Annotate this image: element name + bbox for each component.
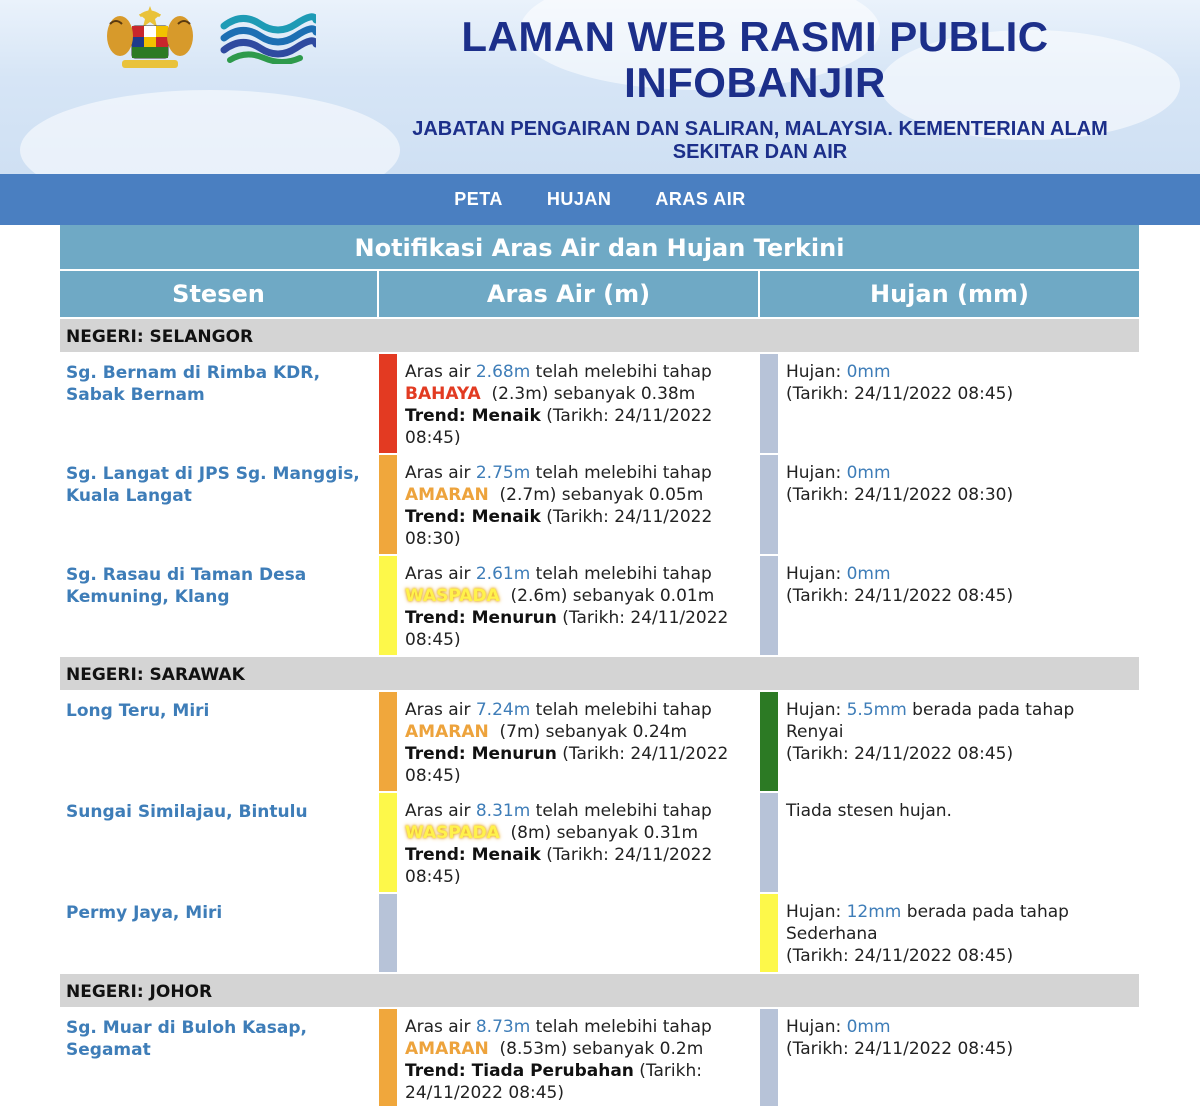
water-level-status-bar — [379, 1009, 397, 1106]
threshold-value: (2.3m) — [491, 384, 549, 404]
rain-cell — [760, 692, 1139, 791]
panel-title: Notifikasi Aras Air dan Hujan Terkini — [60, 225, 1139, 269]
station-cell — [60, 692, 379, 791]
rain-value: 0mm — [846, 564, 891, 584]
alert-level-badge: AMARAN — [405, 722, 489, 742]
trend-value: Menurun — [471, 744, 557, 764]
threshold-value: (2.6m) — [510, 586, 568, 606]
threshold-value: (8m) — [510, 823, 552, 843]
timestamp: 24/11/2022 08:30) — [405, 507, 713, 549]
excess-value: 0.2m — [659, 1039, 704, 1059]
nav-hujan[interactable]: HUJAN — [546, 189, 612, 209]
rain-value: 0mm — [846, 362, 891, 382]
water-level-text: Aras air 8.31m telah melebihi tahap WASPADA (8m) sebanyak 0.31m Trend: Menaik (Tarikh: 24/11/2022 08:45) — [405, 801, 713, 887]
threshold-value: (8.53m) — [499, 1039, 568, 1059]
timestamp: 24/11/2022 08:45) — [854, 744, 1014, 764]
rain-cell — [760, 556, 1139, 655]
rain-status-bar — [760, 1009, 778, 1106]
water-level-status-bar — [379, 692, 397, 791]
water-level-status-bar — [379, 556, 397, 655]
station-cell — [60, 556, 379, 655]
timestamp: 24/11/2022 08:45) — [854, 384, 1014, 404]
timestamp: 24/11/2022 08:45) — [405, 608, 729, 650]
water-level-cell — [379, 354, 760, 453]
rain-cell — [760, 793, 1139, 892]
threshold-value: (7m) — [499, 722, 541, 742]
nav-aras-air[interactable]: ARAS AIR — [655, 189, 746, 209]
rain-status: Renyai — [786, 722, 844, 742]
site-header — [0, 0, 1200, 174]
excess-value: 0.24m — [632, 722, 688, 742]
state-header: NEGERI: SELANGOR — [60, 319, 1139, 352]
station-link[interactable]: Sungai Similajau, Bintulu — [66, 802, 308, 822]
column-headers — [60, 271, 1139, 317]
station-cell — [60, 1009, 379, 1106]
trend-value: Menaik — [471, 507, 541, 527]
state-header: NEGERI: JOHOR — [60, 974, 1139, 1007]
rain-cell — [760, 894, 1139, 972]
timestamp: 24/11/2022 08:45) — [854, 586, 1014, 606]
rain-value: 0mm — [846, 463, 891, 483]
jps-wave-logo-icon — [220, 10, 316, 64]
rain-text — [778, 793, 1139, 892]
rain-status-bar — [760, 455, 778, 554]
rain-text: Hujan: 0mm (Tarikh: 24/11/2022 08:45) — [786, 564, 1014, 606]
alert-level-badge: AMARAN — [405, 485, 489, 505]
water-level-text: Aras air 8.73m telah melebihi tahap AMARAN (8.53m) sebanyak 0.2m Trend: Tiada Perubahan (Tarikh: 24/11/2022 08:45) — [405, 1017, 712, 1103]
station-cell — [60, 793, 379, 892]
station-cell — [60, 354, 379, 453]
column-header-stesen: Stesen — [60, 271, 377, 317]
station-table — [60, 319, 1139, 1106]
rain-value: 12mm — [846, 902, 902, 922]
rain-value: 0mm — [846, 1017, 891, 1037]
rain-value: 5.5mm — [846, 700, 907, 720]
water-level-cell — [379, 894, 760, 972]
water-level-text: Aras air 2.75m telah melebihi tahap AMARAN (2.7m) sebanyak 0.05m Trend: Menaik (Tarikh: 24/11/2022 08:30) — [405, 463, 713, 549]
alert-level-badge: BAHAYA — [405, 384, 481, 404]
site-title: LAMAN WEB RASMI PUBLIC INFOBANJIR — [461, 13, 1049, 106]
water-level-cell — [379, 1009, 760, 1106]
station-link[interactable]: Sg. Muar di Buloh Kasap, Segamat — [66, 1018, 307, 1060]
notification-panel — [60, 225, 1139, 1106]
alert-level-badge: WASPADA — [405, 823, 500, 843]
water-level-status-bar — [379, 894, 397, 972]
trend-value: Menaik — [471, 845, 541, 865]
trend-value: Tiada Perubahan — [471, 1061, 634, 1081]
water-level-value: 2.75m — [475, 463, 531, 483]
water-level-text: Aras air 2.61m telah melebihi tahap WASPADA (2.6m) sebanyak 0.01m Trend: Menurun (Tarikh: 24/11/2022 08:45) — [405, 564, 729, 650]
station-link[interactable]: Long Teru, Miri — [66, 701, 210, 721]
timestamp: 24/11/2022 08:45) — [405, 1083, 565, 1103]
water-level-cell — [379, 556, 760, 655]
table-row — [60, 455, 1139, 554]
alert-level-badge: AMARAN — [405, 1039, 489, 1059]
excess-value: 0.31m — [643, 823, 699, 843]
station-cell — [60, 894, 379, 972]
site-subtitle: JABATAN PENGAIRAN DAN SALIRAN, MALAYSIA. KEMENTERIAN ALAM SEKITAR DAN AIR — [412, 118, 1108, 163]
water-level-value: 2.61m — [475, 564, 531, 584]
timestamp: 24/11/2022 08:45) — [854, 946, 1014, 966]
rain-text: Hujan: 12mm berada pada tahap Sederhana (Tarikh: 24/11/2022 08:45) — [786, 902, 1069, 966]
rain-cell — [760, 354, 1139, 453]
station-link[interactable]: Permy Jaya, Miri — [66, 903, 223, 923]
rain-status-bar — [760, 354, 778, 453]
water-level-status-bar — [379, 354, 397, 453]
water-level-text: Aras air 7.24m telah melebihi tahap AMARAN (7m) sebanyak 0.24m Trend: Menurun (Tarikh: 24/11/2022 08:45) — [405, 700, 729, 786]
trend-value: Menaik — [471, 406, 541, 426]
station-link[interactable]: Sg. Rasau di Taman Desa Kemuning, Klang — [66, 565, 307, 607]
rain-status-bar — [760, 556, 778, 655]
timestamp: 24/11/2022 08:45) — [405, 406, 713, 448]
water-level-text: Aras air 2.68m telah melebihi tahap BAHAYA (2.3m) sebanyak 0.38m Trend: Menaik (Tarikh: 24/11/2022 08:45) — [405, 362, 713, 448]
threshold-value: (2.7m) — [499, 485, 557, 505]
rain-text: Hujan: 5.5mm berada pada tahap Renyai (Tarikh: 24/11/2022 08:45) — [786, 700, 1075, 764]
timestamp: 24/11/2022 08:45) — [405, 845, 713, 887]
timestamp: 24/11/2022 08:45) — [405, 744, 729, 786]
water-level-value: 8.73m — [475, 1017, 531, 1037]
excess-value: 0.05m — [648, 485, 704, 505]
table-row — [60, 556, 1139, 655]
alert-level-badge: WASPADA — [405, 586, 500, 606]
rain-status-bar — [760, 692, 778, 791]
trend-value: Menurun — [471, 608, 557, 628]
malaysia-coat-of-arms-icon — [100, 4, 200, 70]
rain-cell — [760, 455, 1139, 554]
excess-value: 0.01m — [659, 586, 715, 606]
no-rain-station-text: Tiada stesen hujan. — [786, 801, 952, 821]
rain-status-bar — [760, 894, 778, 972]
column-header-hujan: Hujan (mm) — [760, 271, 1139, 317]
water-level-value: 8.31m — [475, 801, 531, 821]
state-header: NEGERI: SARAWAK — [60, 657, 1139, 690]
table-row — [60, 1009, 1139, 1106]
table-row — [60, 894, 1139, 972]
main-nav — [0, 174, 1200, 225]
rain-text: Hujan: 0mm (Tarikh: 24/11/2022 08:30) — [786, 463, 1014, 505]
water-level-cell — [379, 692, 760, 791]
timestamp: 24/11/2022 08:45) — [854, 1039, 1014, 1059]
water-level-status-bar — [379, 455, 397, 554]
station-link[interactable]: Sg. Bernam di Rimba KDR, Sabak Bernam — [66, 363, 321, 405]
excess-value: 0.38m — [640, 384, 696, 404]
water-level-cell — [379, 455, 760, 554]
station-link[interactable]: Sg. Langat di JPS Sg. Manggis, Kuala Langat — [66, 464, 360, 506]
rain-text: Hujan: 0mm (Tarikh: 24/11/2022 08:45) — [786, 362, 1014, 404]
column-header-aras-air: Aras Air (m) — [379, 271, 758, 317]
table-row — [60, 692, 1139, 791]
table-row — [60, 354, 1139, 453]
rain-status-bar — [760, 793, 778, 892]
rain-status: Sederhana — [786, 924, 878, 944]
water-level-value: 7.24m — [475, 700, 531, 720]
table-row — [60, 793, 1139, 892]
rain-cell — [760, 1009, 1139, 1106]
water-level-text — [397, 894, 760, 972]
water-level-status-bar — [379, 793, 397, 892]
station-cell — [60, 455, 379, 554]
water-level-value: 2.68m — [475, 362, 531, 382]
timestamp: 24/11/2022 08:30) — [854, 485, 1014, 505]
nav-peta[interactable]: PETA — [454, 189, 503, 209]
rain-text: Hujan: 0mm (Tarikh: 24/11/2022 08:45) — [786, 1017, 1014, 1059]
water-level-cell — [379, 793, 760, 892]
